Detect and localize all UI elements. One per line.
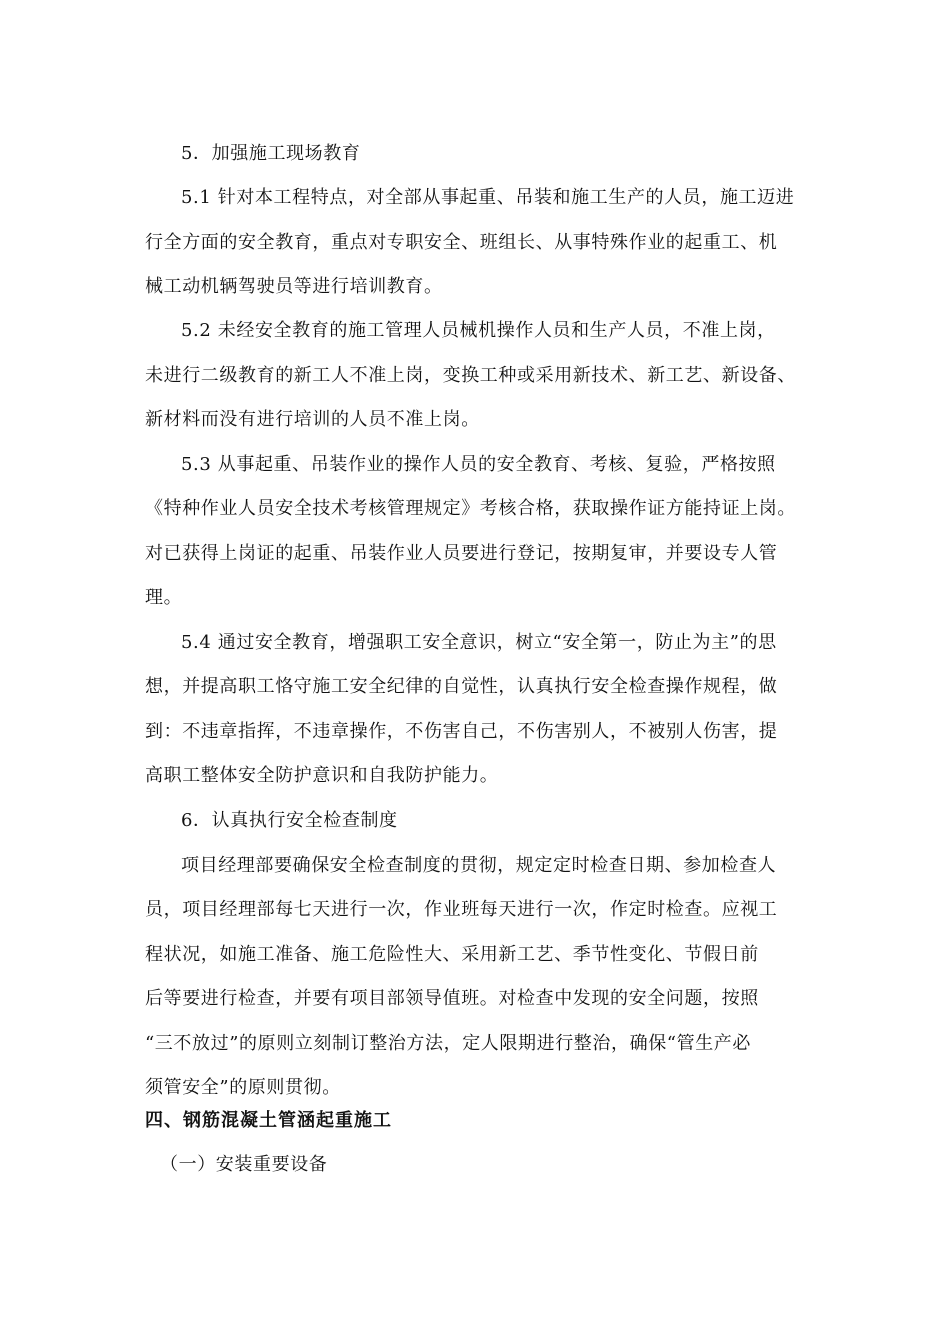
paragraph-line: 5.1 针对本工程特点，对全部从事起重、吊装和施工生产的人员，施工迈进 bbox=[181, 187, 795, 208]
paragraph-line: 想，并提高职工恪守施工安全纪律的自觉性，认真执行安全检查操作规程，做 bbox=[145, 676, 778, 697]
paragraph-line: 后等要进行检查，并要有项目部领导值班。对检查中发现的安全问题，按照 bbox=[145, 988, 759, 1009]
paragraph-line: 未进行二级教育的新工人不准上岗，变换工种或采用新技术、新工艺、新设备、 bbox=[145, 365, 796, 386]
paragraph-line: 程状况，如施工准备、施工危险性大、采用新工艺、季节性变化、节假日前 bbox=[145, 944, 759, 965]
paragraph-line: 高职工整体安全防护意识和自我防护能力。 bbox=[145, 765, 499, 786]
paragraph-line: 5.2 未经安全教育的施工管理人员械机操作人员和生产人员，不准上岗， bbox=[181, 320, 776, 341]
paragraph-line: 《特种作业人员安全技术考核管理规定》考核合格，获取操作证方能持证上岗。 bbox=[145, 498, 796, 519]
paragraph-line: 对已获得上岗证的起重、吊装作业人员要进行登记，按期复审，并要设专人管 bbox=[145, 543, 778, 564]
section-heading-5: 5．加强施工现场教育 bbox=[181, 143, 361, 164]
paragraph-line: 5.3 从事起重、吊装作业的操作人员的安全教育、考核、复验，严格按照 bbox=[181, 454, 776, 475]
paragraph-line: 到：不违章指挥，不违章操作，不伤害自己，不伤害别人，不被别人伤害，提 bbox=[145, 721, 778, 742]
paragraph-line: 新材料而没有进行培训的人员不准上岗。 bbox=[145, 409, 480, 430]
paragraph-line: 5.4 通过安全教育，增强职工安全意识，树立“安全第一，防止为主”的思 bbox=[181, 632, 777, 653]
paragraph-line: 械工动机辆驾驶员等进行培训教育。 bbox=[145, 276, 443, 297]
paragraph-line: 员，项目经理部每七天进行一次，作业班每天进行一次，作定时检查。应视工 bbox=[145, 899, 778, 920]
paragraph-line: 项目经理部要确保安全检查制度的贯彻，规定定时检查日期、参加检查人 bbox=[181, 855, 777, 876]
section-heading-6: 6．认真执行安全检查制度 bbox=[181, 810, 398, 831]
paragraph-line: “三不放过”的原则立刻制订整治方法，定人限期进行整治，确保“管生产必 bbox=[145, 1033, 752, 1054]
paragraph-line: 理。 bbox=[145, 587, 183, 608]
chapter-heading: 四、钢筋混凝土管涵起重施工 bbox=[145, 1110, 392, 1131]
subsection-heading: （一）安装重要设备 bbox=[160, 1154, 328, 1175]
paragraph-line: 行全方面的安全教育，重点对专职安全、班组长、从事特殊作业的起重工、机 bbox=[145, 232, 778, 253]
paragraph-line: 须管安全”的原则贯彻。 bbox=[145, 1077, 341, 1098]
